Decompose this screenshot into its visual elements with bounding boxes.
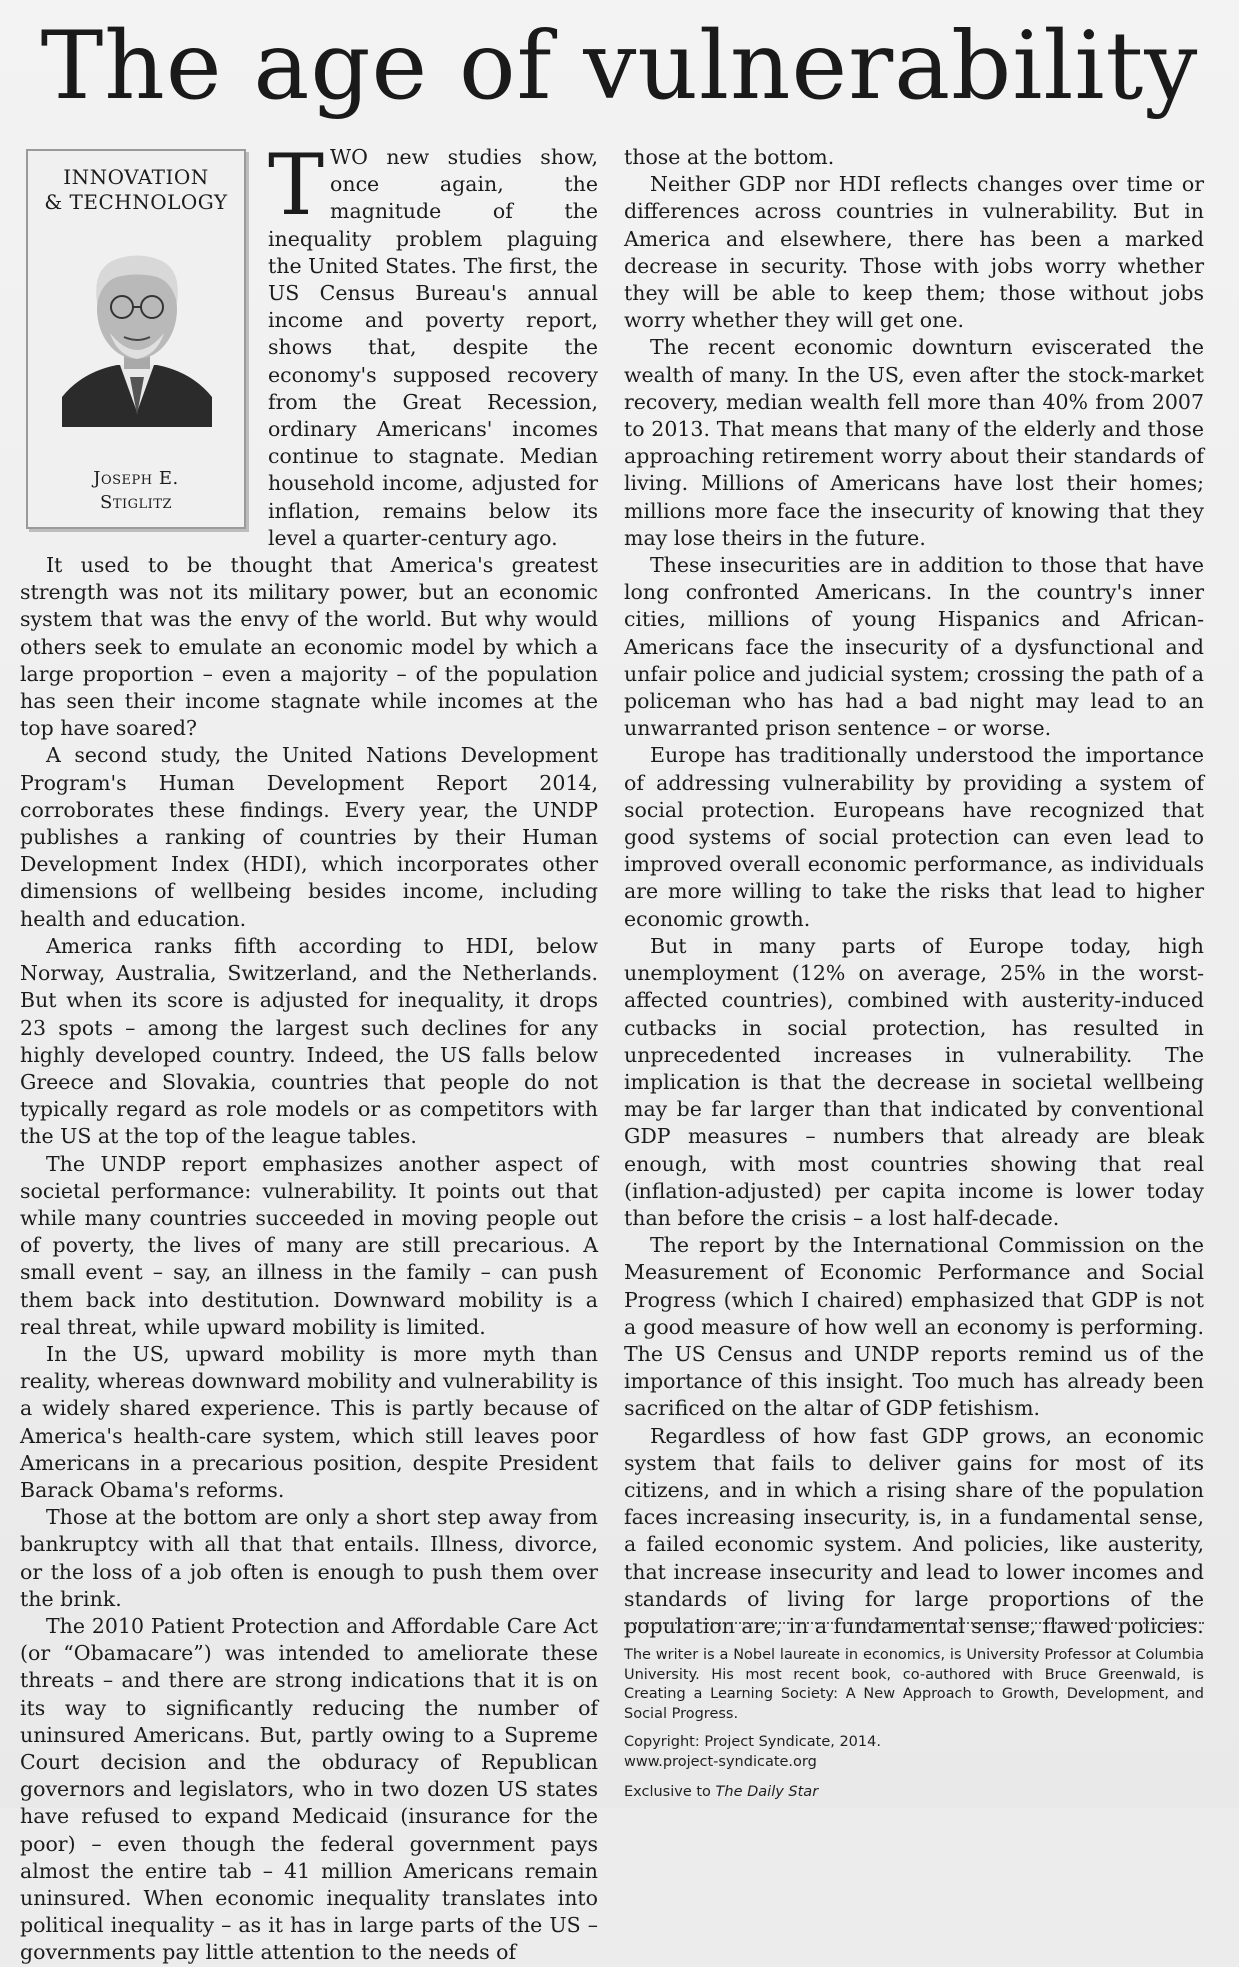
source-website: www.project-syndicate.org	[624, 1753, 817, 1770]
copyright-text: Copyright: Project Syndicate, 2014.	[624, 1734, 881, 1750]
author-name	[28, 467, 244, 515]
author-bio: The writer is a Nobel laureate in economics, is University Professor at Columbia University. His most recent book, co-authored with Bruce Greenwald, is Creating a Learning Society: A New Approach to Growth, Development, and Social Progress.	[624, 1647, 1204, 1722]
paragraph-4: America ranks fifth according to HDI, below Norway, Australia, Switzerland, and the Netherlands. But when its score is adjusted for inequality, it drops 23 spots – among the largest such declines for any highly developed country. Indeed, the US falls below Greece and Slovakia, countries that people do not typically regard as role models or as competitors with the US at the top of the league tables.	[20, 933, 598, 1149]
section-label-line2: & TECHNOLOGY	[44, 190, 228, 214]
paragraph-1-text: WO new studies show, once again, the magnitude of the inequality problem plaguing the United States. The first, the US Census Bureau's annual income and poverty report, shows that, despite the economy's supposed recovery from the Great Recession, ordinary Americans' incomes continue to stagnate. Median household income, adjusted for inflation, remains below its level a quarter-century ago.	[268, 145, 598, 550]
paragraph-9: those at the bottom.	[624, 145, 835, 169]
headline: The age of vulnerability	[40, 12, 1199, 121]
paragraph-3: A second study, the United Nations Development Program's Human Development Report 2014, corroborates these findings. Every year, the UNDP publishes a ranking of countries by their Human Development Index (HDI), which incorporates other dimensions of wellbeing besides income, including health and education.	[20, 743, 598, 931]
author-box	[26, 149, 246, 529]
footer-divider	[624, 1622, 1204, 1624]
drop-cap: T	[268, 136, 325, 234]
paragraph-6: In the US, upward mobility is more myth than reality, whereas downward mobility and vulnerability is a widely shared experience. This is partly because of America's health-care system, which still leaves poor Americans in a precarious position, despite President Barack Obama's reforms.	[20, 1341, 598, 1502]
paragraph-11: The recent economic downturn eviscerated the wealth of many. In the US, even after the stock-market recovery, median wealth fell more than 40% from 2007 to 2013. That means that many of the elderly and those approaching retirement worry about their standards of living. Millions of Americans have lost their homes; millions more face the insecurity of knowing that they may lose theirs in the future.	[624, 335, 1204, 550]
copyright-block	[624, 1733, 1204, 1772]
section-label	[28, 165, 244, 215]
exclusive-credit	[624, 1783, 1204, 1803]
paragraph-5: The UNDP report emphasizes another aspect of societal performance: vulnerability. It points out that while many countries succeeded in moving people out of poverty, the lives of many are still precarious. A small event – say, an illness in the family – can push them back into destitution. Downward mobility is a real threat, while upward mobility is limited.	[20, 1151, 598, 1339]
paragraph-16: Regardless of how fast GDP grows, an economic system that fails to deliver gains for most of its citizens, and in which a rising share of the population faces increasing insecurity, is, in a fundamental sense, a failed economic system. And policies, like austerity, that increase insecurity and lead to lower incomes and standards of living for large proportions of the population are, in a fundamental sense, flawed policies.	[624, 1423, 1204, 1638]
paragraph-12: These insecurities are in addition to those that have long confronted Americans. In the country's inner cities, millions of young Hispanics and African-Americans face the insecurity of a dysfunctional and unfair police and judicial system; crossing the path of a policeman who has had a bad night may lead to an unwarranted prison sentence – or worse.	[624, 553, 1204, 741]
paragraph-14: But in many parts of Europe today, high unemployment (12% on average, 25% in the worst-affected countries), combined with austerity-induced cutbacks in social protection, has resulted in unprecedented increases in vulnerability. The implication is that the decrease in societal wellbeing may be far larger than that indicated by conventional GDP measures – numbers that already are bleak enough, with most countries showing that real (inflation-adjusted) per capita income is lower today than before the crisis – a lost half-decade.	[624, 933, 1204, 1230]
article-column-1	[20, 136, 598, 1967]
author-name-line2: Stiglitz	[100, 492, 172, 513]
author-name-line1: Joseph E.	[93, 468, 179, 489]
paragraph-8: The 2010 Patient Protection and Affordable Care Act (or “Obamacare”) was intended to ameliorate these threats – and there are strong indications that it is on its way to significantly reducing the number of uninsured Americans. But, partly owing to a Supreme Court decision and the obduracy of Republican governors and legislators, who in two dozen US states have refused to expand Medicaid (insurance for the poor) – even though the federal government pays almost the entire tab – 41 million Americans remain uninsured. When economic inequality translates into political inequality – as it has in large parts of the US – governments pay little attention to the needs of	[20, 1613, 598, 1965]
section-label-line1: INNOVATION	[63, 165, 209, 189]
paragraph-7: Those at the bottom are only a short step away from bankruptcy with all that that entails. Illness, divorce, or the loss of a job often is enough to push them over the brink.	[20, 1505, 598, 1611]
exclusive-prefix: Exclusive to	[624, 1784, 711, 1800]
paragraph-10: Neither GDP nor HDI reflects changes over time or differences across countries in vulnerability. But in America and elsewhere, there has been a marked decrease in security. Those with jobs worry whether they will be able to keep them; those without jobs worry whether they will get one.	[624, 172, 1204, 333]
paragraph-15: The report by the International Commission on the Measurement of Economic Performance and Social Progress (which I chaired) emphasized that GDP is not a good measure of how well an economy is performing. The US Census and UNDP reports remind us of the importance of this insight. Too much has already been sacrificed on the altar of GDP fetishism.	[624, 1233, 1204, 1421]
article-column-2	[624, 144, 1204, 1640]
author-photo	[62, 237, 212, 427]
paragraph-2: It used to be thought that America's greatest strength was not its military power, but an economic system that was the envy of the world. But why would others seek to emulate an economic model by which a large proportion – even a majority – of the population has seen their income stagnate while incomes at the top have soared?	[20, 553, 598, 741]
paragraph-13: Europe has traditionally understood the importance of addressing vulnerability by providing a system of social protection. Europeans have recognized that good systems of social protection can even lead to improved overall economic performance, as individuals are more willing to take the risks that lead to higher economic growth.	[624, 743, 1204, 931]
publication-name: The Daily Star	[715, 1784, 819, 1800]
